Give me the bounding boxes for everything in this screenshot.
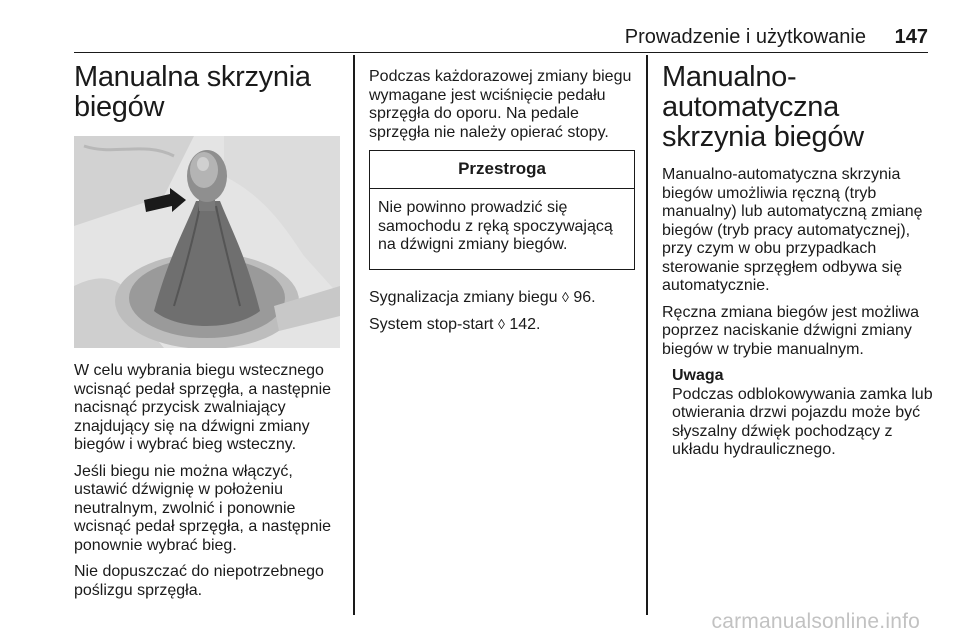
gear-shift-lever-photo: [74, 136, 340, 348]
page-number: 147: [894, 26, 928, 48]
page-header: [74, 20, 928, 53]
note-text: Podczas odblokowywania zamka lub otwierania drzwi pojazdu może być słyszalny dźwięk pochodzący z układu hydraulicznego.: [672, 385, 933, 458]
column-3: [662, 62, 934, 468]
reference-page: 142.: [509, 316, 541, 333]
reference-arrow-icon: ◊: [562, 288, 569, 305]
paragraph: Manualno-automatyczna skrzynia biegów umożliwia ręczną (tryb manualny) lub automatyczną zmianę biegów (tryb pracy automatycznej), przy czym w obu przypadkach sterowanie sprzęgłem odbywa się automatycznie.: [662, 166, 923, 294]
caution-text: Nie powinno prowadzić się samochodu z ręką spoczywającą na dźwigni zmiany biegów.: [378, 199, 613, 253]
header-title: Prowadzenie i użytkowanie: [624, 26, 866, 48]
section-heading: Manualno-automatyczna skrzynia biegów: [662, 61, 864, 153]
caution-title: Przestroga: [370, 151, 634, 189]
reference-page: 96.: [573, 288, 596, 306]
reference-text: Sygnalizacja zmiany biegu: [369, 288, 558, 306]
paragraph: W celu wybrania biegu wstecznego wcisnąć pedał sprzęgła, a następnie nacisnąć przycisk zwalniający znajdujący się na dźwigni zmiany biegów i wybrać bieg wsteczny.: [74, 362, 332, 453]
reference-text: System stop-start: [369, 316, 494, 333]
paragraph: Podczas każdorazowej zmiany biegu wymagane jest wciśnięcie pedału sprzęgła do oporu. Na pedale sprzęgła nie należy opierać stopy.: [369, 68, 632, 141]
column-1: [74, 62, 342, 608]
note-title: Uwaga: [672, 367, 724, 384]
column-divider: [646, 55, 648, 615]
note-box: [672, 367, 934, 460]
column-2: [369, 62, 635, 343]
section-heading: Manualna skrzynia biegów: [74, 61, 311, 123]
reference-arrow-icon: ◊: [497, 316, 505, 332]
caution-box: [369, 150, 635, 270]
cross-reference: [369, 288, 635, 308]
watermark: carmanualsonline.info: [711, 610, 920, 633]
paragraph: Jeśli biegu nie można włączyć, ustawić dźwignię w położeniu neutralnym, zwolnić i ponownie wcisnąć pedał sprzęgła, a następnie ponownie wybrać bieg.: [74, 462, 332, 554]
cross-reference: [369, 315, 635, 335]
paragraph: Ręczna zmiana biegów jest możliwa poprzez naciskanie dźwigni zmiany biegów w trybie manualnym.: [662, 303, 919, 358]
paragraph: Nie dopuszczać do niepotrzebnego poślizgu sprzęgła.: [74, 563, 324, 599]
column-divider: [353, 55, 355, 615]
